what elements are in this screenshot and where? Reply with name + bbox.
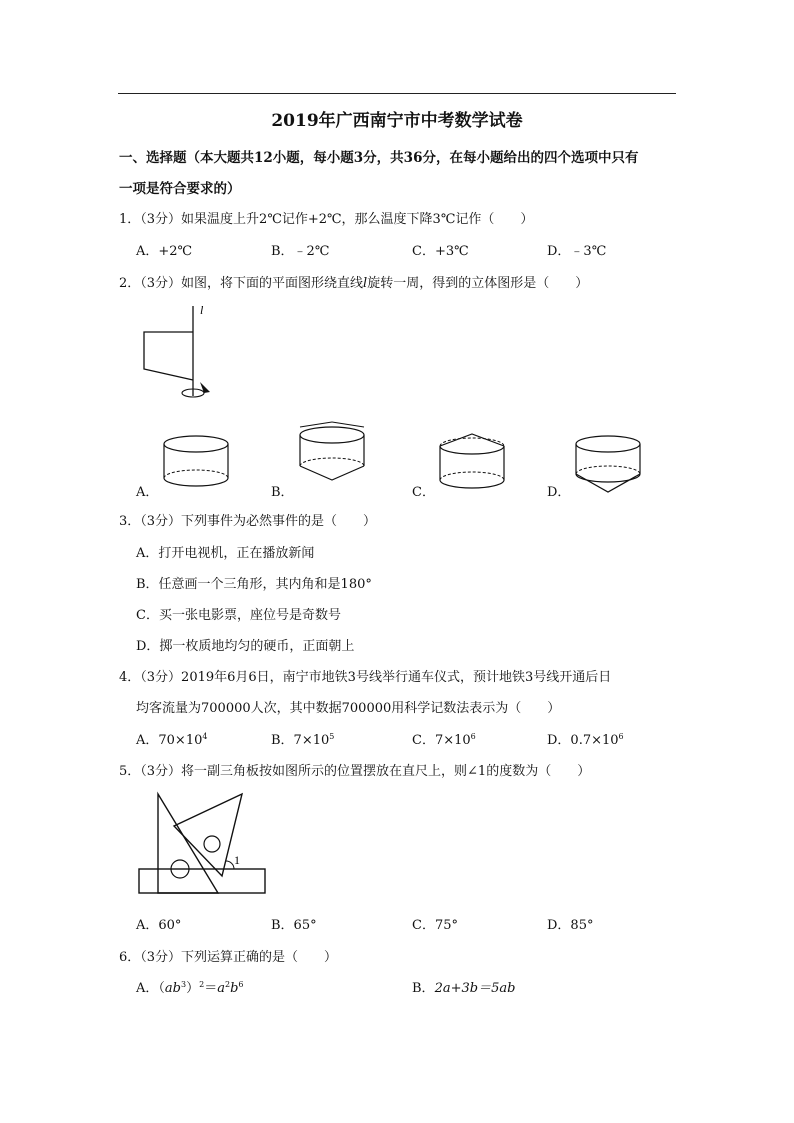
angle-label: 1 [234, 853, 240, 867]
q4-option-d: D．$0.7\times 10^6$ [547, 732, 624, 748]
q3-option-b: B．任意画一个三角形，其内角和是180° [136, 577, 372, 592]
q2-figure [120, 296, 230, 411]
q4-option-a: A．$70\times 10^4$ [136, 732, 208, 748]
q1-stem: 1．（3分）如果温度上升2℃记作+2℃，那么温度下降3℃记作（ ） [119, 212, 534, 227]
header-rule [118, 93, 676, 94]
q6-option-a: A．$(ab^3)^2=a^2b^6$ [136, 980, 244, 996]
q5-figure [136, 790, 271, 900]
page-title: 2019年广西南宁市中考数学试卷 [271, 111, 523, 131]
q5-option-a: A．60° [136, 918, 182, 933]
q1-option-b: B．﹣2℃ [271, 244, 330, 259]
plane-shape [144, 332, 193, 380]
q3-option-c: C．买一张电影票，座位号是奇数号 [136, 608, 341, 623]
q4-option-c: C．$7\times 10^6$ [412, 732, 476, 748]
section-heading-line2: 一项是符合要求的） [119, 181, 241, 197]
q3-option-a: A．打开电视机，正在播放新闻 [136, 546, 315, 561]
q2-option-d-figure [572, 432, 652, 500]
section-heading-line1: 一、选择题（本大题共12小题，每小题3分，共36分，在每小题给出的四个选项中只有 [119, 150, 639, 166]
q3-stem: 3．（3分）下列事件为必然事件的是（ ） [119, 514, 377, 529]
q1-option-c: C．+3℃ [412, 244, 469, 259]
q2-stem: 2．（3分）如图，将下面的平面图形绕直线l旋转一周，得到的立体图形是（ ） [119, 276, 589, 291]
q5-stem: 5．（3分）将一副三角板按如图所示的位置摆放在直尺上，则∠1的度数为（ ） [119, 764, 591, 779]
q2-option-b-letter: B． [271, 485, 294, 500]
q6-option-b: B．2a+3b＝5ab [412, 981, 516, 996]
rotation-arrow-icon [200, 382, 210, 393]
q2-option-b-figure [296, 422, 376, 492]
q5-option-b: B．65° [271, 918, 317, 933]
q5-option-d: D．85° [547, 918, 594, 933]
q2-option-a-figure [160, 432, 240, 494]
q2-option-c-figure [436, 434, 516, 496]
q2-option-c-letter: C． [412, 485, 435, 500]
q4-option-b: B．$7\times 10^5$ [271, 732, 335, 748]
q3-option-d: D．掷一枚质地均匀的硬币，正面朝上 [136, 639, 355, 654]
axis-label: l [200, 303, 204, 317]
q2-option-d-letter: D． [547, 485, 571, 500]
q4-stem-line2: 均客流量为700000人次，其中数据700000用科学记数法表示为（ ） [136, 701, 561, 716]
q4-stem-line1: 4．（3分）2019年6月6日，南宁市地铁3号线举行通车仪式，预计地铁3号线开通后日 [119, 670, 612, 685]
q1-option-a: A．+2℃ [136, 244, 193, 259]
q6-stem: 6．（3分）下列运算正确的是（ ） [119, 950, 338, 965]
q5-option-c: C．75° [412, 918, 458, 933]
q2-option-a-letter: A． [136, 485, 159, 500]
q1-option-d: D．﹣3℃ [547, 244, 607, 259]
